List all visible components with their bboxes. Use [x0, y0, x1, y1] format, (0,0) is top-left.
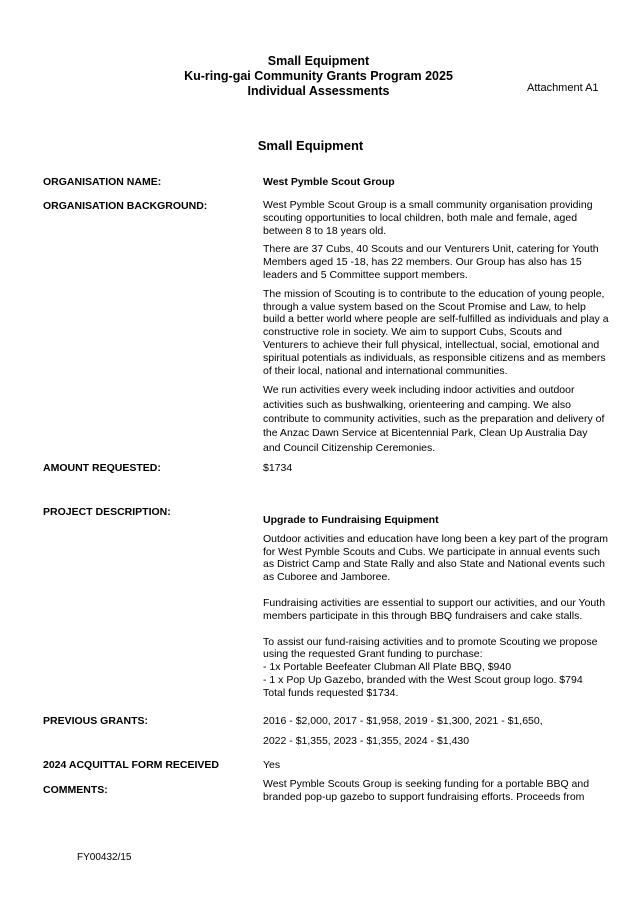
comments-value: West Pymble Scouts Group is seeking funding for a portable BBQ and branded pop-up gazebo to support fundraising efforts. Proceeds from — [263, 778, 590, 803]
amount-value: $1734 — [263, 462, 293, 474]
previous-grants-line1: 2016 - $2,000, 2017 - $1,958, 2019 - $1,300, 2021 - $1,650, — [263, 715, 543, 727]
section-title: Small Equipment — [257, 138, 364, 153]
doc-title-line3: Individual Assessments — [247, 84, 390, 98]
document-reference: FY00432/15 — [77, 852, 132, 863]
background-para-2: There are 37 Cubs, 40 Scouts and our Venturers Unit, catering for Youth Members aged 15 -18, has 22 members. Our Group has also has 15 leaders and 5 Committee support members. — [263, 243, 599, 281]
amount-label: AMOUNT REQUESTED: — [43, 462, 161, 474]
org-name-value: West Pymble Scout Group — [263, 176, 395, 188]
project-para-2: Fundraising activities are essential to support our activities, and our Youth members participate in this through BBQ fundraisers and cake stalls. — [263, 596, 606, 622]
doc-title-line2: Ku-ring-gai Community Grants Program 2025 — [184, 69, 453, 83]
acquittal-value: Yes — [263, 759, 281, 771]
project-para-1: Outdoor activities and education have long been a key part of the program for West Pymble Scouts and Cubs. We participate in annual events such as District Camp and State Rally and also State and National events such as Cuboree and Jamboree. — [263, 532, 608, 584]
background-para-4: We run activities every week including indoor activities and outdoor activities such as bushwalking, orienteering and camping. We also contribute to community activities, such as the preparation and delivery of the Anzac Dawn Service at Bicentennial Park, Clean Up Australia Day and Council Citizenship Ceremonies. — [263, 384, 605, 454]
project-para-3: To assist our fund-raising activities and to promote Scouting we propose using the requested Grant funding to purchase: - 1x Portable Beefeater Clubman All Plate BBQ, $940 - 1 x Pop Up Gazebo, branded with the West Scout group logo. $794 Total funds requested $1734. — [263, 635, 598, 699]
background-para-3: The mission of Scouting is to contribute to the education of young people, through a value system based on the Scout Promise and Law, to help build a better world where people are self-fulfilled as individuals and play a constructive role in society. We aim to support Cubs, Scouts and Venturers to achieve their full physical, intellectual, social, emotional and spiritual potentials as individuals, as responsible citizens and as members of their local, national and international communities. — [263, 287, 609, 377]
previous-grants-line2: 2022 - $1,355, 2023 - $1,355, 2024 - $1,430 — [263, 735, 470, 747]
project-title: Upgrade to Fundraising Equipment — [263, 514, 439, 526]
org-name-label: ORGANISATION NAME: — [43, 176, 162, 188]
background-para-1: West Pymble Scout Group is a small community organisation providing scouting opportunities to local children, both male and female, aged between 8 to 18 years old. — [263, 199, 593, 237]
acquittal-label: 2024 ACQUITTAL FORM RECEIVED — [43, 759, 219, 771]
attachment-label: Attachment A1 — [527, 82, 599, 94]
project-text — [263, 514, 621, 706]
background-text — [263, 199, 621, 461]
comments-label: COMMENTS: — [43, 784, 108, 796]
previous-grants-label: PREVIOUS GRANTS: — [43, 715, 149, 727]
doc-title-line1: Small Equipment — [267, 54, 370, 68]
background-label: ORGANISATION BACKGROUND: — [43, 200, 208, 212]
project-label: PROJECT DESCRIPTION: — [43, 506, 171, 518]
